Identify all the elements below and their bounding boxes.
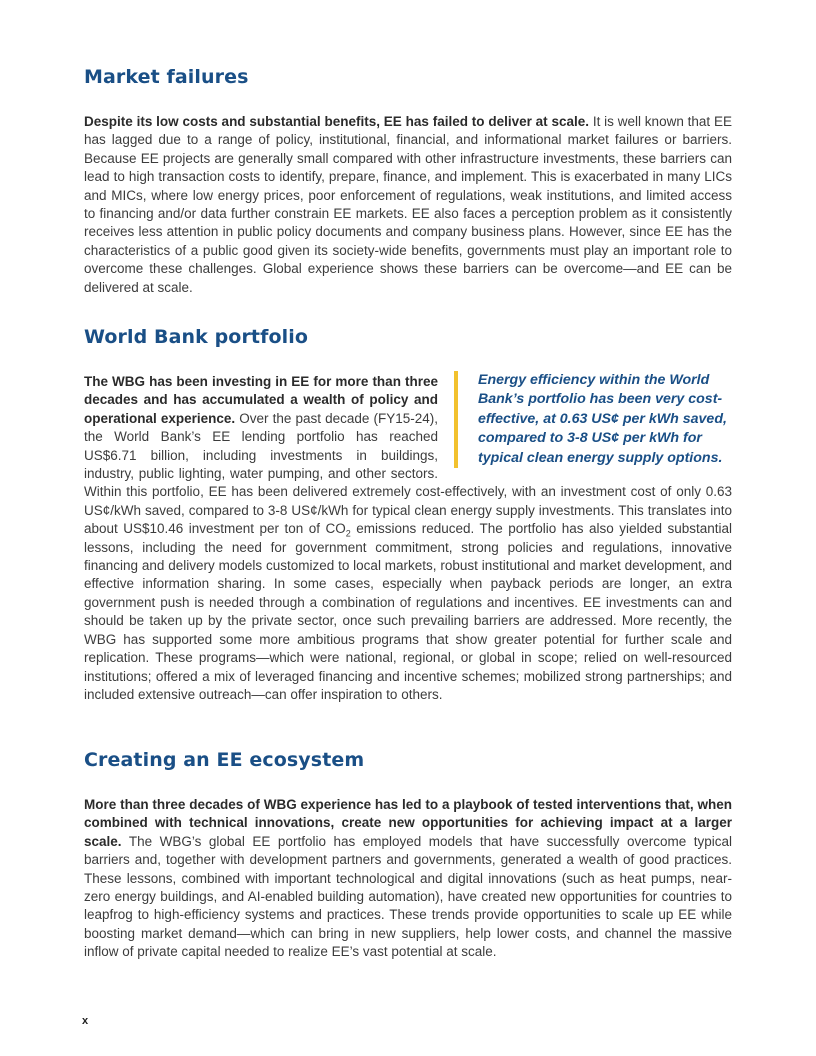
section-ee-ecosystem [84,749,732,962]
page-number: x [82,1015,89,1027]
body-world-bank-portfolio-b: emissions reduced. The portfolio has also yielded substantial lessons, including the need for government commitment, strong policies and regulations, innovative financing and delivery models customized to local markets, robust institutional and market development, and effective information sharing. In some cases, especially when payback periods are longer, an extra government push is needed through a combination of regulations and incentives. EE investments can and should be taken up by the private sector, once such prevailing barriers are addressed. More recently, the WBG has supported some more ambitious programs that show greater potential for further scale and replication. These programs—which were national, regional, or global in scope; relied on well-resourced institutions; offered a mix of leveraged financing and incentive schemes; mobilized strong partnerships; and included extensive outreach—can offer inspiration to others. [84,521,732,702]
lead-ee-ecosystem: More than three decades of WBG experience has led to a playbook of tested interventions that, when combined with technical innovations, create new opportunities for achieving impact at a larger scale. [84,797,732,849]
body-ee-ecosystem: The WBG’s global EE portfolio has employed models that have successfully overcome typical barriers and, together with development partners and governments, generated a wealth of good practices. These lessons, combined with important technological and digital innovations (such as heat pumps, near-zero energy buildings, and AI-enabled building automation), have created new opportunities for countries to leapfrog to high-efficiency systems and practices. These trends provide opportunities to scale up EE while boosting market demand—which can bring in new suppliers, help lower costs, and channel the massive inflow of private capital needed to realize EE’s vast potential at scale. [84,833,732,960]
paragraph-market-failures [84,113,732,297]
heading-market-failures: Market failures [84,66,249,88]
body-world-bank-portfolio-a: Over the past decade (FY15-24), the World Bank’s EE lending portfolio has reached US$6.71 billion, including investments in buildings, industry, public lighting, water pumping, and other sectors. Within this portfolio, EE has been delivered extremely cost-effectively, with an investment cost of only 0.63 US¢/kWh saved, compared to 3-8 US¢/kWh for typical clean energy supply investments. This translates into about US$10.46 investment per ton of CO [84,410,732,537]
paragraph-ee-ecosystem [84,796,732,962]
co2-subscript: 2 [345,528,351,539]
pull-quote: Energy efficiency within the World Bank’s portfolio has been very cost-effective, at 0.63 US¢ per kWh saved, compared to 3-8 US¢ per kWh for typical clean energy supply options. [454,371,732,468]
lead-market-failures: Despite its low costs and substantial benefits, EE has failed to deliver at scale. [84,114,590,129]
section-world-bank-portfolio [84,326,732,704]
body-market-failures: It is well known that EE has lagged due to a range of policy, institutional, financial, and informational market failures or barriers. Because EE projects are generally small compared with other infrastructure investments, these barriers can lead to high transaction costs to identify, prepare, finance, and implement. This is exacerbated in many LICs and MICs, where low energy prices, poor enforcement of regulations, weak institutions, and limited access to financing and/or data further constrain EE markets. EE also faces a perception problem as it consistently receives less attention in public policy documents and company business plans. However, since EE has the characteristics of a public good given its society-wide benefits, governments must play an important role to overcome these challenges. Global experience shows these barriers can be overcome—and EE can be delivered at scale. [84,114,732,295]
heading-ee-ecosystem: Creating an EE ecosystem [84,749,365,771]
lead-world-bank-portfolio: The WBG has been investing in EE for more than three decades and has accumulated a wealth of policy and operational experience. [84,374,438,426]
heading-world-bank-portfolio: World Bank portfolio [84,326,309,348]
section-market-failures [84,66,732,297]
